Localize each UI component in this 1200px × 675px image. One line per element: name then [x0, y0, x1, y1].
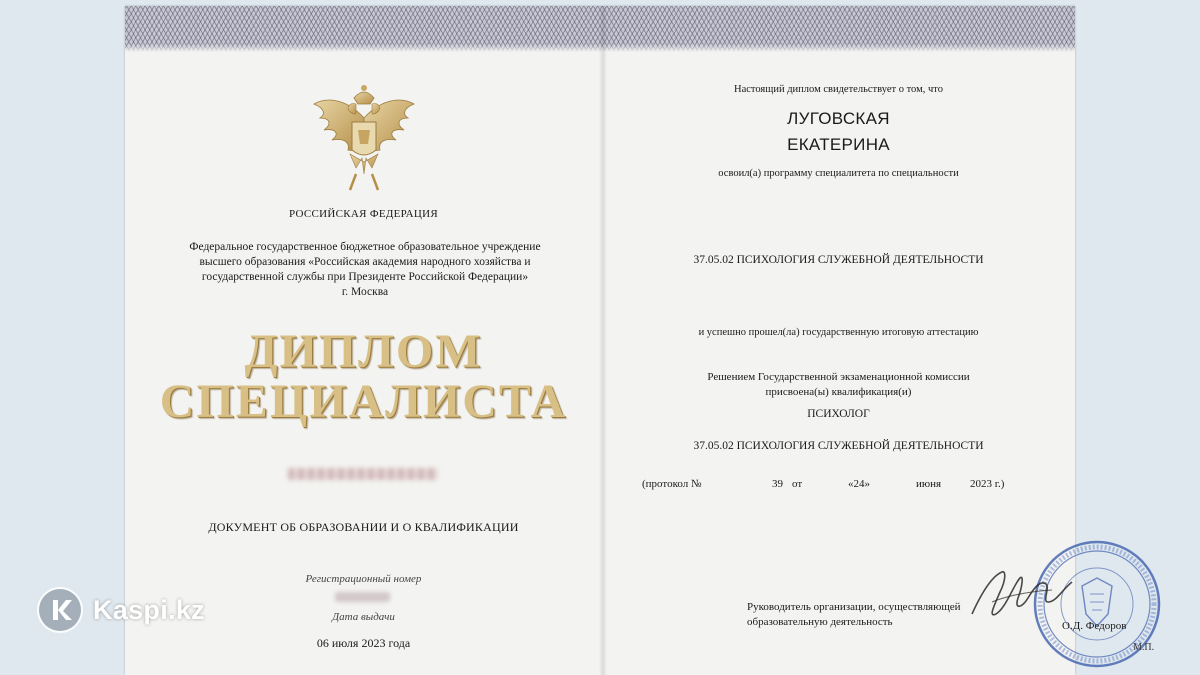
- protocol-of: от: [792, 478, 803, 490]
- protocol-day: «24»: [848, 478, 870, 490]
- commission-decision-line: присвоена(ы) квалификация(и): [765, 386, 912, 398]
- coat-of-arms-icon: [310, 78, 418, 196]
- issue-date-label: Дата выдачи: [332, 611, 395, 623]
- institution-name: [155, 240, 575, 300]
- commission-decision: [602, 370, 1075, 400]
- institution-city: г. Москва: [341, 286, 389, 298]
- protocol-label: (протокол №: [642, 478, 702, 490]
- diploma-right-page: [602, 6, 1155, 675]
- diploma-subtitle: СПЕЦИАЛИСТА: [159, 375, 568, 428]
- kaspi-logo-icon: [36, 586, 84, 634]
- protocol-month: июня: [916, 478, 942, 490]
- qualification-specialty: 37.05.02 ПСИХОЛОГИЯ СЛУЖЕБНОЙ ДЕЯТЕЛЬНОСТИ: [693, 440, 984, 452]
- graduate-surname: ЛУГОВСКАЯ: [787, 109, 890, 128]
- program-statement: освоил(а) программу специалитета по специальности: [718, 168, 959, 179]
- graduate-given-name: ЕКАТЕРИНА: [787, 135, 890, 154]
- diploma-spread: [125, 6, 1155, 675]
- protocol-number: 39: [772, 478, 783, 490]
- registration-number-label: Регистрационный номер: [305, 573, 422, 585]
- commission-decision-line: Решением Государственной экзаменационной комиссии: [707, 371, 970, 383]
- institution-line: государственной службы при Президенте Российской Федерации»: [201, 271, 529, 283]
- kaspi-brand: Kaspi.kz: [93, 594, 205, 625]
- protocol-year: 2023 г.): [970, 478, 1005, 490]
- document-type: ДОКУМЕНТ ОБ ОБРАЗОВАНИИ И О КВАЛИФИКАЦИИ: [208, 520, 519, 534]
- attestation-statement: и успешно прошел(ла) государственную итоговую аттестацию: [698, 327, 979, 338]
- institution-line: Федеральное государственное бюджетное образовательное учреждение: [189, 241, 541, 253]
- head-of-organization-title: Руководитель организации, осуществляющей образовательную деятельность: [747, 601, 961, 628]
- issue-date: 06 июля 2023 года: [316, 636, 411, 650]
- signatory-name: О.Д. Федоров: [1062, 620, 1127, 632]
- institution-line: высшего образования «Российская академия народного хозяйства и: [199, 256, 531, 268]
- qualification: ПСИХОЛОГ: [807, 408, 870, 420]
- specialty: 37.05.02 ПСИХОЛОГИЯ СЛУЖЕБНОЙ ДЕЯТЕЛЬНОСТИ: [693, 254, 984, 266]
- blurred-serial-number: [288, 468, 438, 480]
- country-name: РОССИЙСКАЯ ФЕДЕРАЦИЯ: [288, 208, 439, 220]
- diploma-left-page: [125, 6, 602, 675]
- certification-intro: Настоящий диплом свидетельствует о том, что: [734, 84, 943, 95]
- kaspi-watermark: [36, 586, 205, 634]
- diploma-title: ДИПЛОМ: [244, 325, 483, 378]
- blurred-registration-number: [335, 592, 390, 602]
- stamp-label: М.П.: [1133, 642, 1155, 653]
